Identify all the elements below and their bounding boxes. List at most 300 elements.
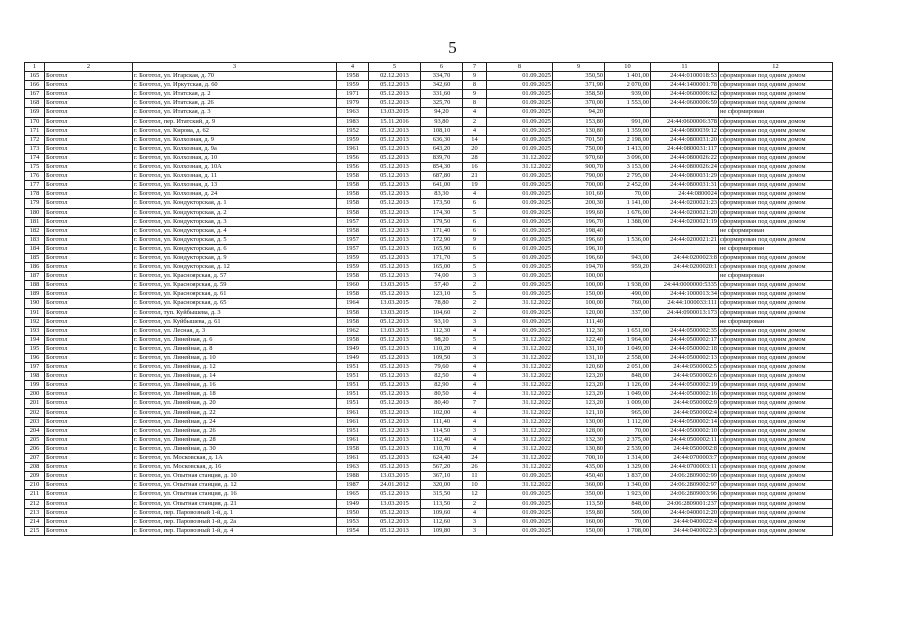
table-cell: 01.09.2025 [487,190,553,199]
table-cell: 3 [463,272,487,281]
table-cell: сформирован под одним домом [719,135,833,144]
table-cell: 4 [463,190,487,199]
table-cell: сформирован под одним домом [719,335,833,344]
table-cell: 01.09.2025 [487,117,553,126]
table-cell: г. Боготол, пер. Паровозный 1-й, д. 2а [133,517,337,526]
table-cell: 200 [25,390,45,399]
table-cell: 342,60 [421,81,463,90]
table-cell: 05.12.2013 [369,90,421,99]
table-cell: 5 [463,208,487,217]
table-cell: 2 452,00 [605,181,651,190]
table-cell: 196,60 [553,253,605,262]
table-cell: г. Боготол, ул. Линейная, д. 30 [133,444,337,453]
table-cell: 05.12.2013 [369,490,421,499]
table-cell: Боготол [45,244,133,253]
table-cell: 01.09.2025 [487,526,553,535]
table-cell: сформирован под одним домом [719,381,833,390]
table-cell: 05.12.2013 [369,199,421,208]
table-cell: 120,60 [553,363,605,372]
table-cell: 169 [25,108,45,117]
table-cell: сформирован под одним домом [719,72,833,81]
table-cell: 196,70 [553,217,605,226]
table-row [25,435,833,444]
table-cell: 1983 [337,117,369,126]
table-cell: 490,00 [605,290,651,299]
table-cell: 2 795,00 [605,172,651,181]
table-cell: 24:44:0200021:21 [651,235,719,244]
table-cell: 05.12.2013 [369,344,421,353]
table-cell: 970,60 [553,153,605,162]
table-row [25,117,833,126]
table-cell: Боготол [45,335,133,344]
table-cell: г. Боготол, ул. Итатская, д. 3 [133,108,337,117]
table-cell: 24 [463,454,487,463]
table-cell: 31.12.2022 [487,381,553,390]
table-cell: г. Боготол, ул. Линейная, д. 20 [133,399,337,408]
table-cell: 24:44:0700003:7 [651,454,719,463]
table-cell: 167 [25,90,45,99]
table-cell: 7 [463,399,487,408]
table-row [25,281,833,290]
table-cell: 358,50 [553,90,605,99]
table-cell: 178 [25,190,45,199]
table-cell: 1952 [337,126,369,135]
table-cell: 171,70 [421,253,463,262]
table-cell: 5 [463,253,487,262]
table-cell: 214 [25,517,45,526]
table-cell: 196,60 [553,235,605,244]
table-cell: 24:44:0800031:31 [651,181,719,190]
table-cell: 6 [463,217,487,226]
table-cell: 325,70 [421,99,463,108]
table-cell: 80,50 [421,390,463,399]
table-cell: г. Боготол, ул. Лесная, д. 3 [133,326,337,335]
table-row [25,272,833,281]
table-cell: 13.03.2015 [369,326,421,335]
table-cell: 854,30 [421,163,463,172]
table-cell: 01.09.2025 [487,263,553,272]
table-cell: г. Боготол, ул. Линейная, д. 26 [133,426,337,435]
table-cell: 05.12.2013 [369,435,421,444]
table-cell: 2 [463,499,487,508]
table-cell: сформирован под одним домом [719,499,833,508]
table-cell: 184 [25,244,45,253]
table-cell: 187 [25,272,45,281]
table-cell: 1959 [337,135,369,144]
table-cell: 24:44:0800031:29 [651,172,719,181]
table-cell: сформирован под одним домом [719,508,833,517]
table-cell: 05.12.2013 [369,390,421,399]
table-cell: Боготол [45,354,133,363]
table-row [25,454,833,463]
table-cell: 186 [25,263,45,272]
table-row [25,226,833,235]
table-cell: Боготол [45,390,133,399]
table-cell: 350,50 [553,72,605,81]
table-cell: 172 [25,135,45,144]
table-row [25,408,833,417]
table-cell: сформирован под одним домом [719,417,833,426]
table-cell: 179,50 [421,217,463,226]
table-cell: 212 [25,499,45,508]
table-cell: 171,40 [421,226,463,235]
table-cell: 01.09.2025 [487,144,553,153]
table-cell: г. Боготол, ул. Московская, д. 1А [133,454,337,463]
table-cell: 01.09.2025 [487,499,553,508]
table-cell: г. Боготол, пер. Паровозный 1-й, д. 1 [133,508,337,517]
table-row [25,308,833,317]
table-cell: 01.09.2025 [487,81,553,90]
table-cell: 174,30 [421,208,463,217]
table-cell: 6 [463,199,487,208]
table-row [25,108,833,117]
table-cell: 959,20 [605,263,651,272]
table-cell: 173 [25,144,45,153]
table-cell: 197 [25,363,45,372]
table-cell: 4 [463,108,487,117]
table-cell: 2 539,00 [605,444,651,453]
table-cell: Боготол [45,299,133,308]
table-cell: 31.12.2022 [487,417,553,426]
table-cell: 05.12.2013 [369,517,421,526]
table-cell [651,317,719,326]
table-cell: 70,00 [605,190,651,199]
table-row [25,208,833,217]
table-cell: 24:44:0500002:11 [651,435,719,444]
table-cell: Боготол [45,408,133,417]
table-cell: 94,20 [421,108,463,117]
table-cell: не сформирован [719,317,833,326]
table-cell: 1 676,00 [605,208,651,217]
table-cell: 80,40 [421,399,463,408]
table-cell: 5 [463,263,487,272]
table-row [25,517,833,526]
table-cell: Боготол [45,263,133,272]
table-cell: 350,00 [553,490,605,499]
table-cell: 4 [463,381,487,390]
table-cell: 1950 [337,508,369,517]
table-cell [605,272,651,281]
table-cell: 195 [25,344,45,353]
table-cell: 1 126,00 [605,381,651,390]
table-cell: 24:44:0200021:23 [651,199,719,208]
table-cell: 198 [25,372,45,381]
column-number-row [25,63,833,72]
table-cell: 01.09.2025 [487,72,553,81]
table-cell: 371,90 [553,81,605,90]
table-cell: 01.09.2025 [487,472,553,481]
table-cell: г. Боготол, ул. Кондукторская, д. 9 [133,253,337,262]
table-cell: 01.09.2025 [487,108,553,117]
table-cell: 567,20 [421,463,463,472]
table-cell [651,244,719,253]
table-cell: Боготол [45,472,133,481]
table-cell: сформирован под одним домом [719,144,833,153]
table-cell: г. Боготол, ул. Московская, д. 16 [133,463,337,472]
table-cell: 24:44:0500002:8 [651,444,719,453]
table-cell: 204 [25,426,45,435]
table-cell: 150,00 [553,290,605,299]
table-cell: 05.12.2013 [369,99,421,108]
table-cell: 24:44:0800031:20 [651,135,719,144]
table-cell: Боготол [45,317,133,326]
table-cell: 24:44:0200021:20 [651,208,719,217]
table-cell: Боготол [45,226,133,235]
table-cell: 192 [25,317,45,326]
table-cell: 9 [463,72,487,81]
table-cell: 1 923,00 [605,490,651,499]
table-cell: 70,00 [605,426,651,435]
table-cell: 31.12.2022 [487,163,553,172]
table-cell: 31.12.2022 [487,463,553,472]
table-cell: Боготол [45,108,133,117]
table-cell [651,226,719,235]
table-cell: сформирован под одним домом [719,454,833,463]
table-cell: 1 964,00 [605,335,651,344]
table-cell: 1957 [337,217,369,226]
table-cell: 180 [25,208,45,217]
table-cell: Боготол [45,144,133,153]
table-cell: 13.03.2015 [369,281,421,290]
table-cell: не сформирован [719,226,833,235]
table-cell: 165,00 [421,263,463,272]
table-row [25,253,833,262]
table-cell: 5 [463,335,487,344]
table-cell: 24:44:0500002:4 [651,408,719,417]
table-cell: 1979 [337,99,369,108]
table-cell: 01.09.2025 [487,135,553,144]
table-cell: 05.12.2013 [369,399,421,408]
table-cell: 05.12.2013 [369,408,421,417]
table-cell: г. Боготол, ул. Кирова, д. 62 [133,126,337,135]
table-cell: 179 [25,199,45,208]
table-cell: 4 [463,408,487,417]
table-cell: Боготол [45,172,133,181]
table-cell: 05.12.2013 [369,126,421,135]
table-cell: 24:44:0100018:53 [651,72,719,81]
table-cell: 193 [25,326,45,335]
table-cell: 112,60 [421,517,463,526]
table-cell: сформирован под одним домом [719,308,833,317]
table-cell: 15.11.2016 [369,117,421,126]
table-cell: 4 [463,126,487,135]
table-cell: 31.12.2022 [487,444,553,453]
table-cell: сформирован под одним домом [719,181,833,190]
table-cell: 24:44:1400001:78 [651,81,719,90]
table-row [25,126,833,135]
table-cell: 05.12.2013 [369,526,421,535]
table-cell: 1951 [337,399,369,408]
table-cell: 100,00 [553,272,605,281]
table-cell: 98,20 [421,335,463,344]
table-cell: 24:44:0500002:35 [651,326,719,335]
table-cell: 1 314,00 [605,454,651,463]
table-cell: 5 [463,290,487,299]
table-cell: 176 [25,172,45,181]
table-cell: г. Боготол, ул. Линейная, д. 16 [133,381,337,390]
table-cell: г. Боготол, ул. Колхозная, д. 11 [133,172,337,181]
table-cell: 123,20 [553,372,605,381]
table-cell: г. Боготол, ул. Опытная станция, д. 12 [133,481,337,490]
table-row [25,490,833,499]
table-row [25,290,833,299]
table-cell: г. Боготол, ул. Иркутская, д. 60 [133,81,337,90]
table-cell: сформирован под одним домом [719,172,833,181]
table-cell: 1958 [337,208,369,217]
table-cell: г. Боготол, ул. Колхозная, д. 9а [133,144,337,153]
table-cell: 31.12.2022 [487,408,553,417]
table-cell: 206 [25,444,45,453]
table-cell: 24:44:0500002:5 [651,363,719,372]
table-cell: 4 [463,417,487,426]
table-cell: 16 [463,163,487,172]
table-cell: 965,00 [605,408,651,417]
table-cell: не сформирован [719,108,833,117]
table-cell: 848,00 [605,372,651,381]
table-row [25,381,833,390]
table-cell: 111,40 [421,417,463,426]
table-row [25,153,833,162]
table-cell: сформирован под одним домом [719,299,833,308]
table-cell: 78,80 [421,299,463,308]
table-cell: 4 [463,344,487,353]
table-cell: 1961 [337,417,369,426]
table-cell: 120,00 [553,308,605,317]
table-cell: 121,10 [553,408,605,417]
table-row [25,90,833,99]
table-cell: Боготол [45,90,133,99]
table-cell: г. Боготол, ул. Линейная, д. 8 [133,344,337,353]
table-cell: 760,00 [605,299,651,308]
table-cell: 05.12.2013 [369,144,421,153]
table-cell: 1951 [337,363,369,372]
table-cell: 1957 [337,244,369,253]
table-cell: 215 [25,526,45,535]
table-cell: 1 651,00 [605,326,651,335]
table-cell: сформирован под одним домом [719,472,833,481]
table-cell: г. Боготол, ул. Линейная, д. 22 [133,408,337,417]
table-cell: 24:44:0500002:19 [651,381,719,390]
table-cell: 01.09.2025 [487,126,553,135]
table-cell: 82,90 [421,381,463,390]
table-cell: Боготол [45,199,133,208]
table-cell: г. Боготол, ул. Линейная, д. 28 [133,435,337,444]
table-row [25,444,833,453]
table-cell: Боготол [45,526,133,535]
table-cell: 202 [25,408,45,417]
table-cell: 1958 [337,226,369,235]
table-cell: 170 [25,117,45,126]
table-row [25,299,833,308]
table-cell: 20 [463,144,487,153]
table-cell: 1988 [337,472,369,481]
table-cell: 112,30 [553,326,605,335]
table-row [25,99,833,108]
table-cell: 01.09.2025 [487,326,553,335]
table-cell: Боготол [45,163,133,172]
table-cell: 182 [25,226,45,235]
table-cell: 1958 [337,181,369,190]
table-cell [605,226,651,235]
table-cell: 509,00 [605,508,651,517]
table-cell: Боготол [45,426,133,435]
table-cell: Боготол [45,326,133,335]
table-cell: сформирован под одним домом [719,363,833,372]
table-cell: Боготол [45,435,133,444]
table-cell: 31.12.2022 [487,435,553,444]
table-row [25,372,833,381]
table-cell: 05.12.2013 [369,290,421,299]
table-cell: 57,40 [421,281,463,290]
table-cell: 05.12.2013 [369,426,421,435]
table-cell: г. Боготол, туп. Куйбышева, д. 3 [133,308,337,317]
table-cell: 05.12.2013 [369,235,421,244]
table-cell: сформирован под одним домом [719,126,833,135]
table-cell: 3 [463,426,487,435]
table-cell: сформирован под одним домом [719,117,833,126]
table-cell: 01.09.2025 [487,490,553,499]
table-cell: 05.12.2013 [369,226,421,235]
table-cell: г. Боготол, ул. Красноярская, д. 65 [133,299,337,308]
table-cell: г. Боготол, ул. Линейная, д. 10 [133,354,337,363]
table-cell: сформирован под одним домом [719,217,833,226]
table-cell: 24:44:0800026:22 [651,153,719,162]
table-cell: 1951 [337,390,369,399]
table-cell: 1971 [337,90,369,99]
table-cell: 112,30 [421,326,463,335]
table-cell: 1 049,00 [605,344,651,353]
table-cell: 185 [25,253,45,262]
table-cell: 9 [463,90,487,99]
table-cell: 210 [25,481,45,490]
table-row [25,190,833,199]
table-cell: 01.09.2025 [487,208,553,217]
table-cell: 3 153,00 [605,163,651,172]
table-cell: 13.03.2015 [369,108,421,117]
table-cell: 05.12.2013 [369,508,421,517]
table-cell: Боготол [45,153,133,162]
table-cell: 05.12.2013 [369,335,421,344]
table-cell: 900,70 [553,163,605,172]
table-cell: 1949 [337,499,369,508]
table-cell: 4 [463,363,487,372]
table-cell: г. Боготол, пер. Итатский, д. 9 [133,117,337,126]
table-cell: 130,80 [553,444,605,453]
table-cell: 213 [25,508,45,517]
table-cell: 93,10 [421,317,463,326]
table-cell: 1961 [337,435,369,444]
table-cell: сформирован под одним домом [719,253,833,262]
table-cell: 1 340,00 [605,481,651,490]
table-cell: 183 [25,235,45,244]
table-cell: 1959 [337,253,369,262]
table-cell: 01.09.2025 [487,217,553,226]
column-number-header: 10 [605,63,651,72]
table-cell: сформирован под одним домом [719,354,833,363]
table-cell: 01.09.2025 [487,235,553,244]
table-cell: 367,10 [421,472,463,481]
table-cell: 4 [463,444,487,453]
table-cell: 24:06:2809002:99 [651,472,719,481]
table-cell: Боготол [45,499,133,508]
table-cell: 101,60 [553,190,605,199]
table-cell: сформирован под одним домом [719,481,833,490]
table-cell: Боготол [45,363,133,372]
table-cell: 1964 [337,299,369,308]
table-cell: Боготол [45,308,133,317]
table-cell: 173,50 [421,199,463,208]
table-cell: сформирован под одним домом [719,153,833,162]
